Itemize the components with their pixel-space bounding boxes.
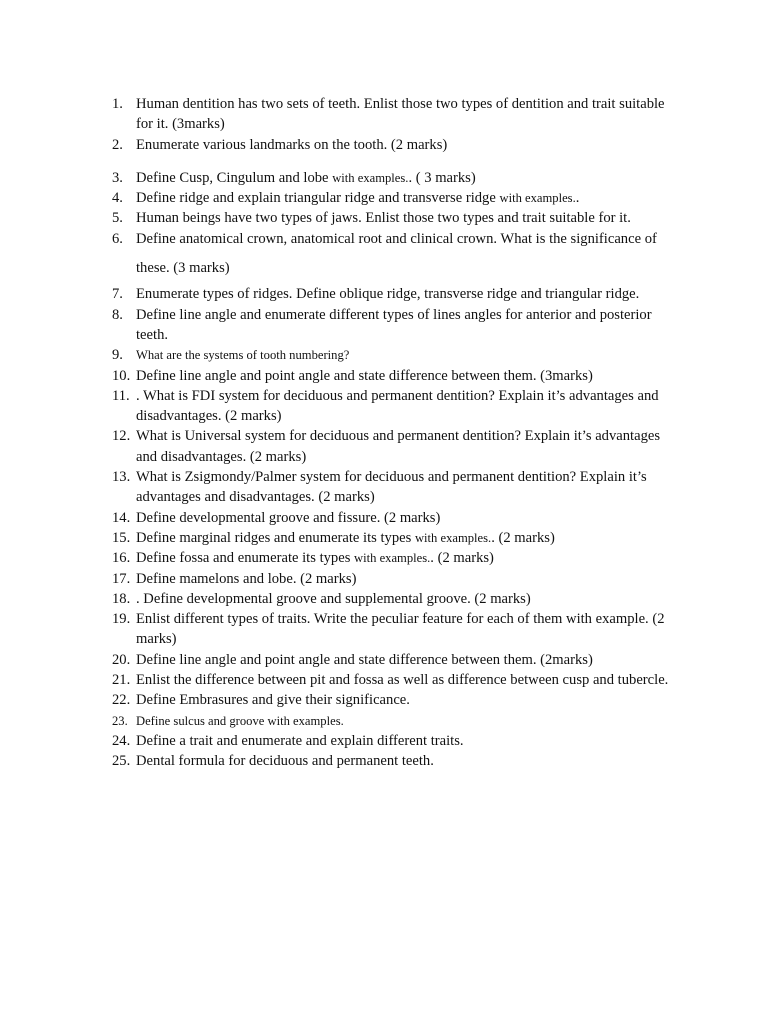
question-item — [112, 650, 682, 670]
question-text: What is Universal system for deciduous and permanent dentition? Explain it’s advantages and disadvantages. (2 marks) — [136, 428, 661, 465]
question-text: . What is FDI system for deciduous and permanent dentition? Explain it’s advantages and disadvantages. (2 marks) — [136, 387, 659, 425]
question-text-tail: . — [575, 190, 580, 207]
question-number: 20. — [112, 651, 131, 668]
question-text: Define marginal ridges and enumerate its types — [136, 529, 415, 546]
question-item — [112, 94, 682, 135]
question-item — [112, 670, 682, 690]
question-item — [112, 386, 682, 427]
question-text: Define developmental groove and fissure. (2 marks) — [136, 509, 441, 526]
question-number: 23. — [112, 713, 128, 728]
question-number: 15. — [112, 529, 131, 546]
question-item — [112, 569, 682, 589]
question-text-small: with examples. — [332, 170, 409, 185]
question-text-tail: . (2 marks) — [430, 550, 494, 567]
question-number: 2. — [112, 136, 123, 153]
question-item — [112, 188, 682, 208]
question-number: 8. — [112, 306, 123, 323]
question-number: 6. — [112, 230, 123, 247]
question-item — [112, 168, 682, 188]
question-text-small: with examples. — [414, 530, 492, 545]
question-item — [112, 528, 682, 548]
question-item — [112, 426, 682, 467]
question-text-small: with examples. — [499, 191, 576, 206]
question-number: 11. — [112, 387, 130, 404]
question-number: 14. — [112, 509, 131, 526]
question-text: Define anatomical crown, anatomical root and clinical crown. What is the significance of — [136, 230, 657, 247]
question-text: Enlist the difference between pit and fossa as well as difference between cusp and tubercle. — [136, 672, 669, 689]
question-number: 9. — [112, 347, 123, 364]
question-text: Define line angle and enumerate different types of lines angles for anterior and posterior teeth. — [136, 306, 652, 343]
question-number: 17. — [112, 570, 131, 587]
question-item — [112, 548, 682, 568]
question-text: Dental formula for deciduous and permanent teeth. — [136, 753, 434, 770]
question-item — [112, 731, 682, 751]
question-text: Define mamelons and lobe. (2 marks) — [136, 570, 357, 587]
question-item — [112, 711, 682, 731]
question-number: 21. — [112, 672, 131, 689]
question-text: Define ridge and explain triangular ridge and transverse ridge — [136, 190, 500, 207]
question-number: 7. — [112, 286, 123, 303]
question-number: 4. — [112, 190, 123, 207]
question-number: 1. — [112, 96, 123, 112]
question-text: Define sulcus and groove with examples. — [136, 713, 344, 728]
question-text: Define a trait and enumerate and explain different traits. — [136, 732, 464, 749]
question-item — [112, 345, 682, 365]
question-text: What is Zsigmondy/Palmer system for deciduous and permanent dentition? Explain it’s advantages and disadvantages. (2 marks) — [136, 469, 647, 506]
question-item — [112, 751, 682, 771]
question-number: 3. — [112, 169, 123, 186]
question-text: What are the systems of tooth numbering? — [136, 348, 350, 363]
question-text: Define Embrasures and give their significance. — [136, 692, 410, 709]
question-number: 19. — [112, 611, 131, 628]
question-text: Define line angle and point angle and state difference between them. (2marks) — [136, 651, 593, 668]
question-text: Enumerate types of ridges. Define oblique ridge, transverse ridge and triangular ridge. — [136, 286, 640, 303]
question-item — [112, 229, 682, 279]
question-item — [112, 208, 682, 228]
question-number: 24. — [112, 732, 131, 749]
question-text: Human dentition has two sets of teeth. Enlist those two types of dentition and trait suitable for it. (3marks) — [136, 96, 665, 133]
question-text-tail: . (2 marks) — [491, 529, 555, 546]
question-text: . Define developmental groove and supplemental groove. (2 marks) — [136, 590, 531, 607]
question-text: Human beings have two types of jaws. Enlist those two types and trait suitable for it. — [136, 210, 631, 227]
question-text-small: with examples. — [354, 551, 431, 566]
question-number: 13. — [112, 469, 131, 486]
question-item — [112, 690, 682, 710]
question-text: Enumerate various landmarks on the tooth. (2 marks) — [136, 136, 448, 153]
question-list — [112, 94, 682, 772]
question-number: 18. — [112, 590, 131, 607]
question-item — [112, 508, 682, 528]
question-text: Enlist different types of traits. Write the peculiar feature for each of them with example. (2 marks) — [136, 611, 665, 648]
question-number: 12. — [112, 428, 131, 445]
question-item — [112, 609, 682, 650]
question-text-tail: . ( 3 marks) — [408, 169, 476, 186]
question-item — [112, 467, 682, 508]
question-text: Define line angle and point angle and state difference between them. (3marks) — [136, 367, 593, 384]
question-item — [112, 366, 682, 386]
question-text-continued: these. (3 marks) — [136, 260, 230, 277]
question-item — [112, 284, 682, 304]
question-number: 16. — [112, 550, 131, 567]
question-number: 5. — [112, 210, 123, 227]
question-item — [112, 589, 682, 609]
question-item — [112, 305, 682, 346]
question-number: 22. — [112, 692, 131, 709]
question-number: 25. — [112, 753, 131, 770]
question-text: Define fossa and enumerate its types — [136, 550, 355, 567]
question-number: 10. — [112, 367, 131, 384]
question-item — [112, 135, 682, 155]
question-text: Define Cusp, Cingulum and lobe — [136, 169, 333, 186]
